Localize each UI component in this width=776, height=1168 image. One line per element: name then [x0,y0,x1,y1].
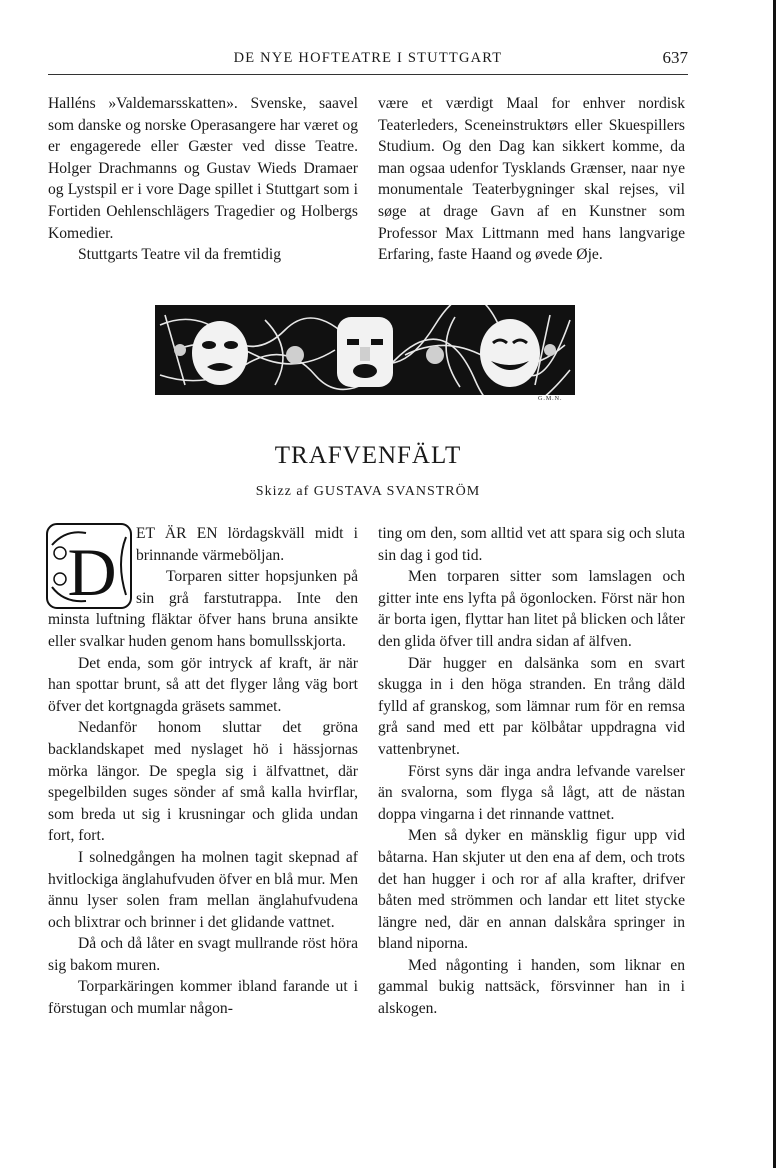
theatre-masks-banner [155,305,575,395]
paragraph: Torparen sitter hopsjunken på sin grå farstutrappa. Inte den minsta luftning fläktar öfver hans bruna ansikte eller svalkar huden genom hans bomullsskjorta. [48,568,358,650]
article-right-column [378,523,685,1020]
paragraph: Nedanför honom sluttar det gröna backlandskapet med nyslaget hö i hässjornas mörka längor. De spegla sig i älfvattnet, där spegelbilden suges sönder af små kalla hvirflar, som breda ut sig i krusningar och glida undan fort, fort. [48,719,358,845]
header-rule [48,74,688,75]
mask-left [192,321,248,385]
paragraph: Men så dyker en mänsklig figur upp vid båtarna. Han skjuter ut den ena af dem, och trots det han hugger i och ror af alla krafter, drifver båten med strömmen och landar ett litet stycke längre ned, där en annan dalskåra springer in bland niporna. [378,827,685,953]
paragraph: Där hugger en dalsänka som en svart skugga in i den höga stranden. En trång däld fylld af granskog, som lämnar rum för en remsa grå sand med ett par kölbåtar uppdragna vid vattenbrynet. [378,654,685,758]
paragraph: Det enda, som gör intryck af kraft, är när han spottar brunt, så att det flyger lång väg bort öfver det kortgnagda gräsets sammet. [48,654,358,715]
running-head-title: DE NYE HOFTEATRE I STUTTGART [233,50,503,66]
previous-article-right-column [378,93,685,266]
running-head [48,48,688,72]
page-number: 637 [662,48,688,67]
paragraph: I solnedgången ha molnen tagit skepnad af hvitlockiga änglahufvuden öfver en blå mur. Men ännu lyser solen fram mellan änglahufvudena och blixtrar och brinner i det glidande vattnet. [48,848,358,931]
paragraph: Med någonting i handen, som liknar en gammal bukig nattsäck, försvinner han in i alskogen. [378,956,685,1018]
paragraph: Torparkäringen kommer ibland farande ut i förstugan och mumlar någon- [48,978,358,1018]
mask-center [337,317,393,387]
paragraph: ET ÄR EN lördagskväll midt i brinnande värmeböljan. [136,525,358,564]
article-subtitle: Skizz af GUSTAVA SVANSTRÖM [255,484,481,499]
drop-initial-letter: D [67,534,117,609]
paragraph: Då och då låter en svagt mullrande röst höra sig bakom muren. [48,935,358,974]
article-title: TRAFVENFÄLT [274,442,462,469]
paragraph: være et værdigt Maal for enhver nordisk Teaterleders, Sceneinstruktørs eller Skuespillers Studium. Og den Dag kan sikkert komme, da man ogsaa udenfor Tysklands Grænser, naar nye monumentale Teaterbygninger skal rejses, vil søge at drage Gavn af en Kunstner som Professor Max Littmann med hans langvarige Erfaring, faste Haand og øvede Øje. [378,95,685,264]
article-left-column [48,523,358,1020]
paragraph: Stuttgarts Teatre vil da fremtidig [78,246,282,264]
drop-initial-d [46,523,132,609]
previous-article-left-column [48,93,358,266]
paragraph: ting om den, som alltid vet att spara sig och sluta sin dag i god tid. [378,525,685,564]
paragraph: Halléns »Valdemarsskatten». Svenske, saavel som danske og norske Operasangere har været og er engagerede eller Gæster ved disse Teatre. Holger Drachmanns og Gustav Wieds Dramaer og Lystspil er i vore Dage spillet i Stuttgart som i Fortiden Oehlenschlägers Tragedier og Holbergs Komedier. [48,95,358,242]
paragraph: Först syns där inga andra lefvande varelser än svalorna, som flyga så lågt, att de nästan doppa vingarna i det rinnande vattnet. [378,762,685,823]
paragraph: Men torparen sitter som lamslagen och gitter inte ens lyfta på ögonlocken. Först när hon är borta igen, flyttar han litet på blicken och låter den glida öfver till andra sidan af älfven. [378,568,685,650]
banner-signature: G.M.N. [538,396,563,402]
mask-right [480,319,540,387]
